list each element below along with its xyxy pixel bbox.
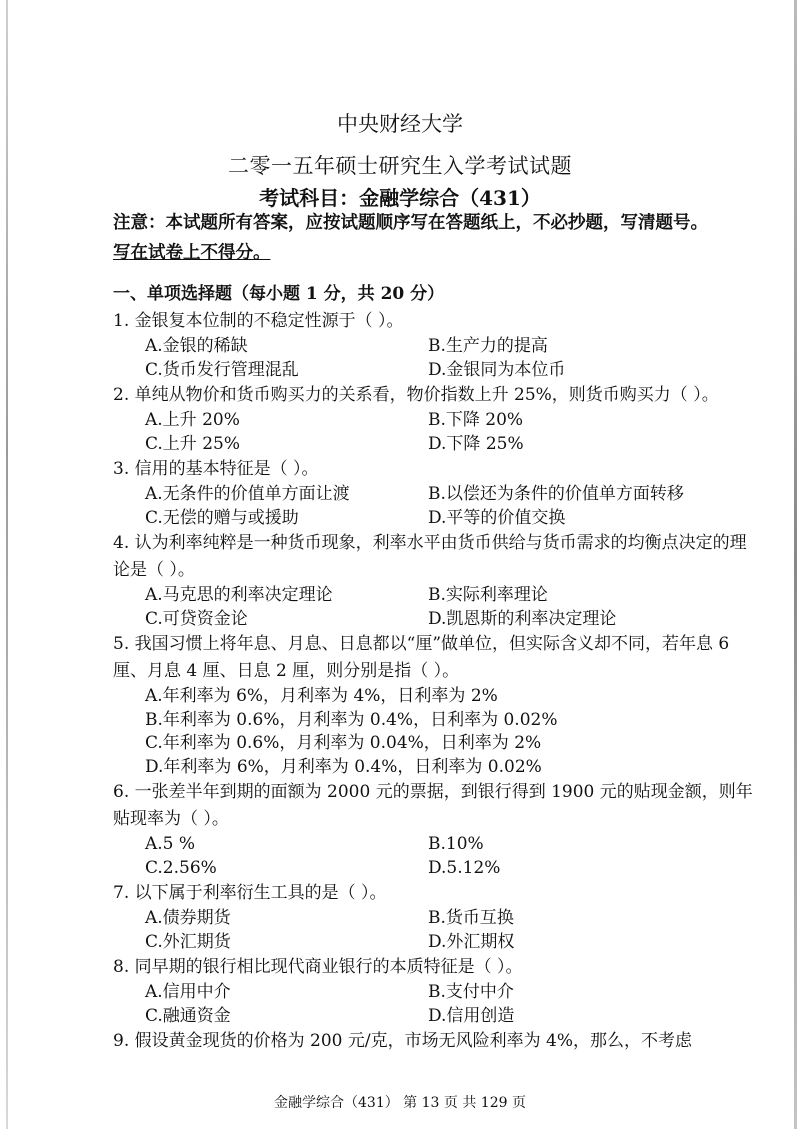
option-b: B.支付中介 <box>428 982 514 1002</box>
option-b: B.下降 20% <box>428 410 524 430</box>
option-grid <box>113 409 753 456</box>
option-d: D.下降 25% <box>428 433 524 454</box>
question-stem: 1. 金银复本位制的不稳定性源于（ ）。 <box>113 311 404 331</box>
option-grid <box>113 907 753 954</box>
option-a: A.债券期货 <box>145 908 231 928</box>
option-a: A.5 % <box>145 834 196 854</box>
page-footer: 金融学综合（431） 第 13 页 共 129 页 <box>274 1095 526 1111</box>
option-a: A.马克思的利率决定理论 <box>145 585 333 605</box>
option-c: C.货币发行管理混乱 <box>145 359 299 380</box>
question-3 <box>113 456 753 530</box>
option-d: D.5.12% <box>428 857 501 878</box>
question-6 <box>113 779 753 880</box>
option-c: C.外汇期货 <box>145 931 231 952</box>
option-grid <box>113 584 753 631</box>
question-stem: 8. 同早期的银行相比现代商业银行的本质特征是（ ）。 <box>113 957 523 977</box>
option-c: C.年利率为 0.6%，月利率为 0.04%，日利率为 2% <box>145 733 542 753</box>
question-section <box>113 281 753 1055</box>
question-2 <box>113 382 753 456</box>
option-c: C.2.56% <box>145 857 217 878</box>
option-grid <box>113 335 753 382</box>
option-c: C.上升 25% <box>145 433 240 454</box>
option-c: C.融通资金 <box>145 1005 231 1026</box>
option-a: A.年利率为 6%，月利率为 4%，日利率为 2% <box>145 686 498 706</box>
question-7 <box>113 880 753 954</box>
option-d: D.信用创造 <box>428 1005 515 1026</box>
notice-line-1: 注意：本试题所有答案，应按试题顺序写在答题纸上，不必抄题，写清题号。 <box>113 213 708 233</box>
question-stem: 6. 一张差半年到期的面额为 2000 元的票据，到银行得到 1900 元的贴现金额，则年贴现率为（ ）。 <box>113 782 753 829</box>
question-stem: 9. 假设黄金现货的价格为 200 元/克，市场无风险利率为 4%，那么，不考虑 <box>113 1031 692 1051</box>
option-b: B.生产力的提高 <box>428 336 548 356</box>
option-a: A.无条件的价值单方面让渡 <box>145 484 350 504</box>
option-b: B.实际利率理论 <box>428 585 548 605</box>
option-d: D.外汇期权 <box>428 931 515 952</box>
option-b: B.货币互换 <box>428 908 514 928</box>
exam-notice <box>113 208 753 268</box>
exam-title: 二零一五年硕士研究生入学考试试题 <box>228 154 572 178</box>
option-a: A.金银的稀缺 <box>145 336 248 356</box>
question-stem: 5. 我国习惯上将年息、月息、日息都以“厘”做单位，但实际含义却不同，若年息 6 厘、月息 4 厘、日息 2 厘，则分别是指（ ）。 <box>113 634 730 681</box>
option-d: D.凯恩斯的利率决定理论 <box>428 608 617 629</box>
section-title: 一、单项选择题（每小题 1 分，共 20 分） <box>113 284 445 304</box>
exam-subject: 考试科目：金融学综合（431） <box>259 186 541 210</box>
option-b: B.年利率为 0.6%，月利率为 0.4%，日利率为 0.02% <box>145 709 558 730</box>
option-b: B.以偿还为条件的价值单方面转移 <box>428 484 684 504</box>
option-list <box>113 685 753 779</box>
notice-line-2: 写在试卷上不得分。 <box>113 243 271 263</box>
option-grid <box>113 483 753 530</box>
question-stem: 4. 认为利率纯粹是一种货币现象，利率水平由货币供给与货币需求的均衡点决定的理论是（ ）。 <box>113 533 747 580</box>
university-name: 中央财经大学 <box>337 112 463 136</box>
question-9 <box>113 1028 753 1055</box>
question-5 <box>113 631 753 779</box>
question-stem: 3. 信用的基本特征是（ ）。 <box>113 459 319 479</box>
option-c: C.可贷资金论 <box>145 608 248 629</box>
option-a: A.信用中介 <box>145 982 231 1002</box>
question-1 <box>113 308 753 382</box>
option-b: B.10% <box>428 834 484 854</box>
question-8 <box>113 954 753 1028</box>
option-grid <box>113 833 753 880</box>
option-a: A.上升 20% <box>145 410 240 430</box>
option-c: C.无偿的赠与或援助 <box>145 507 299 528</box>
question-stem: 2. 单纯从物价和货币购买力的关系看，物价指数上升 25%，则货币购买力（ ）。 <box>113 385 719 405</box>
question-stem: 7. 以下属于利率衍生工具的是（ ）。 <box>113 883 387 903</box>
option-d: D.平等的价值交换 <box>428 507 566 528</box>
option-d: D.年利率为 6%，月利率为 0.4%，日利率为 0.02% <box>145 756 542 777</box>
option-d: D.金银同为本位币 <box>428 359 566 380</box>
question-4 <box>113 530 753 631</box>
option-grid <box>113 981 753 1028</box>
